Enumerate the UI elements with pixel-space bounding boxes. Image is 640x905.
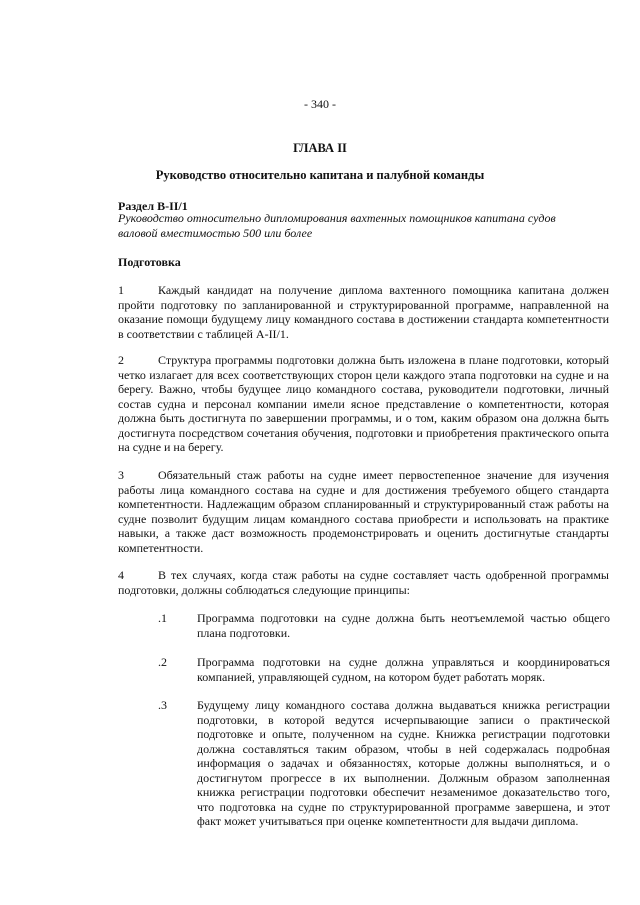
paragraph-text: Обязательный стаж работы на судне имеет первостепенное значение для изучения работы лица командного состава на судне и для достижения требуемого общего стандарта компетентности. Надлежащим образом спланированный и структурированный стаж работы на судне позволит будущим лицам командного состава приобрести и использовать на практике навыки, а также даст возможность продемонстрировать и оценить достигнутые стандарты компетентности.: [118, 468, 609, 555]
section-title: Руководство относительно дипломирования вахтенных помощников капитана судов валовой вместимостью 500 или более: [118, 211, 556, 240]
paragraph-number: 3: [118, 468, 124, 482]
principle-text-3: Будущему лицу командного состава должна выдаваться книжка регистрации подготовки, в которой ведутся исчерпывающие записи о практической подготовке и опыте, полученном на судне. Книжка регистрации подготовки должна составляться таким образом, чтобы в ней содержалась подробная информация о задачах и обязанностях, которые должны выполняться, и о достигнутом прогрессе в их выполнении. Должным образом заполненная книжка регистрации подготовки обеспечит незаменимое доказательство того, что подготовка на судне по структурированной программе завершена, и этот факт может учитываться при оценке компетентности для выдачи диплома.: [197, 698, 610, 828]
heading-training: Подготовка: [118, 255, 181, 269]
principle-number-3: .3: [158, 698, 167, 712]
principle-number-1: .1: [158, 611, 167, 625]
paragraph-1: [118, 283, 609, 341]
principle-text-1: Программа подготовки на судне должна быть неотъемлемой частью общего плана подготовки.: [197, 611, 610, 640]
paragraph-2: [118, 353, 609, 455]
page-number: - 340 -: [304, 97, 336, 111]
paragraph-text: В тех случаях, когда стаж работы на судне составляет часть одобренной программы подготовки, должны соблюдаться следующие принципы:: [118, 568, 609, 597]
paragraph-text: Каждый кандидат на получение диплома вахтенного помощника капитана должен пройти подготовку по запланированной и структурированной программе, направленной на оказание помощи будущему лицу командного состава в достижении стандарта компетентности в соответствии с таблицей A-II/1.: [118, 283, 609, 341]
paragraph-4: [118, 568, 609, 597]
section-code: Раздел В-II/1: [118, 199, 188, 213]
principle-number-2: .2: [158, 655, 167, 669]
paragraph-number: 2: [118, 353, 124, 367]
chapter-subtitle: Руководство относительно капитана и палубной команды: [155, 168, 485, 182]
paragraph-number: 1: [118, 283, 124, 297]
paragraph-text: Структура программы подготовки должна быть изложена в плане подготовки, который четко излагает для всех соответствующих сторон цели каждого этапа подготовки на судне и на берегу. Важно, чтобы будущее лицо командного состава, руководители подготовки, личный состав судна и персонал компании имели ясное представление о компетентности, которая должна быть достигнута по завершении программы, и о том, каким образом она должна быть достигнута посредством сочетания обучения, подготовки и приобретения практического опыта на судне и на берегу.: [118, 353, 609, 454]
principle-text-2: Программа подготовки на судне должна управляться и координироваться компанией, управляющей судном, на котором будет работать моряк.: [197, 655, 610, 684]
paragraph-3: [118, 468, 609, 555]
chapter-title: ГЛАВА II: [293, 141, 347, 155]
paragraph-number: 4: [118, 568, 124, 582]
